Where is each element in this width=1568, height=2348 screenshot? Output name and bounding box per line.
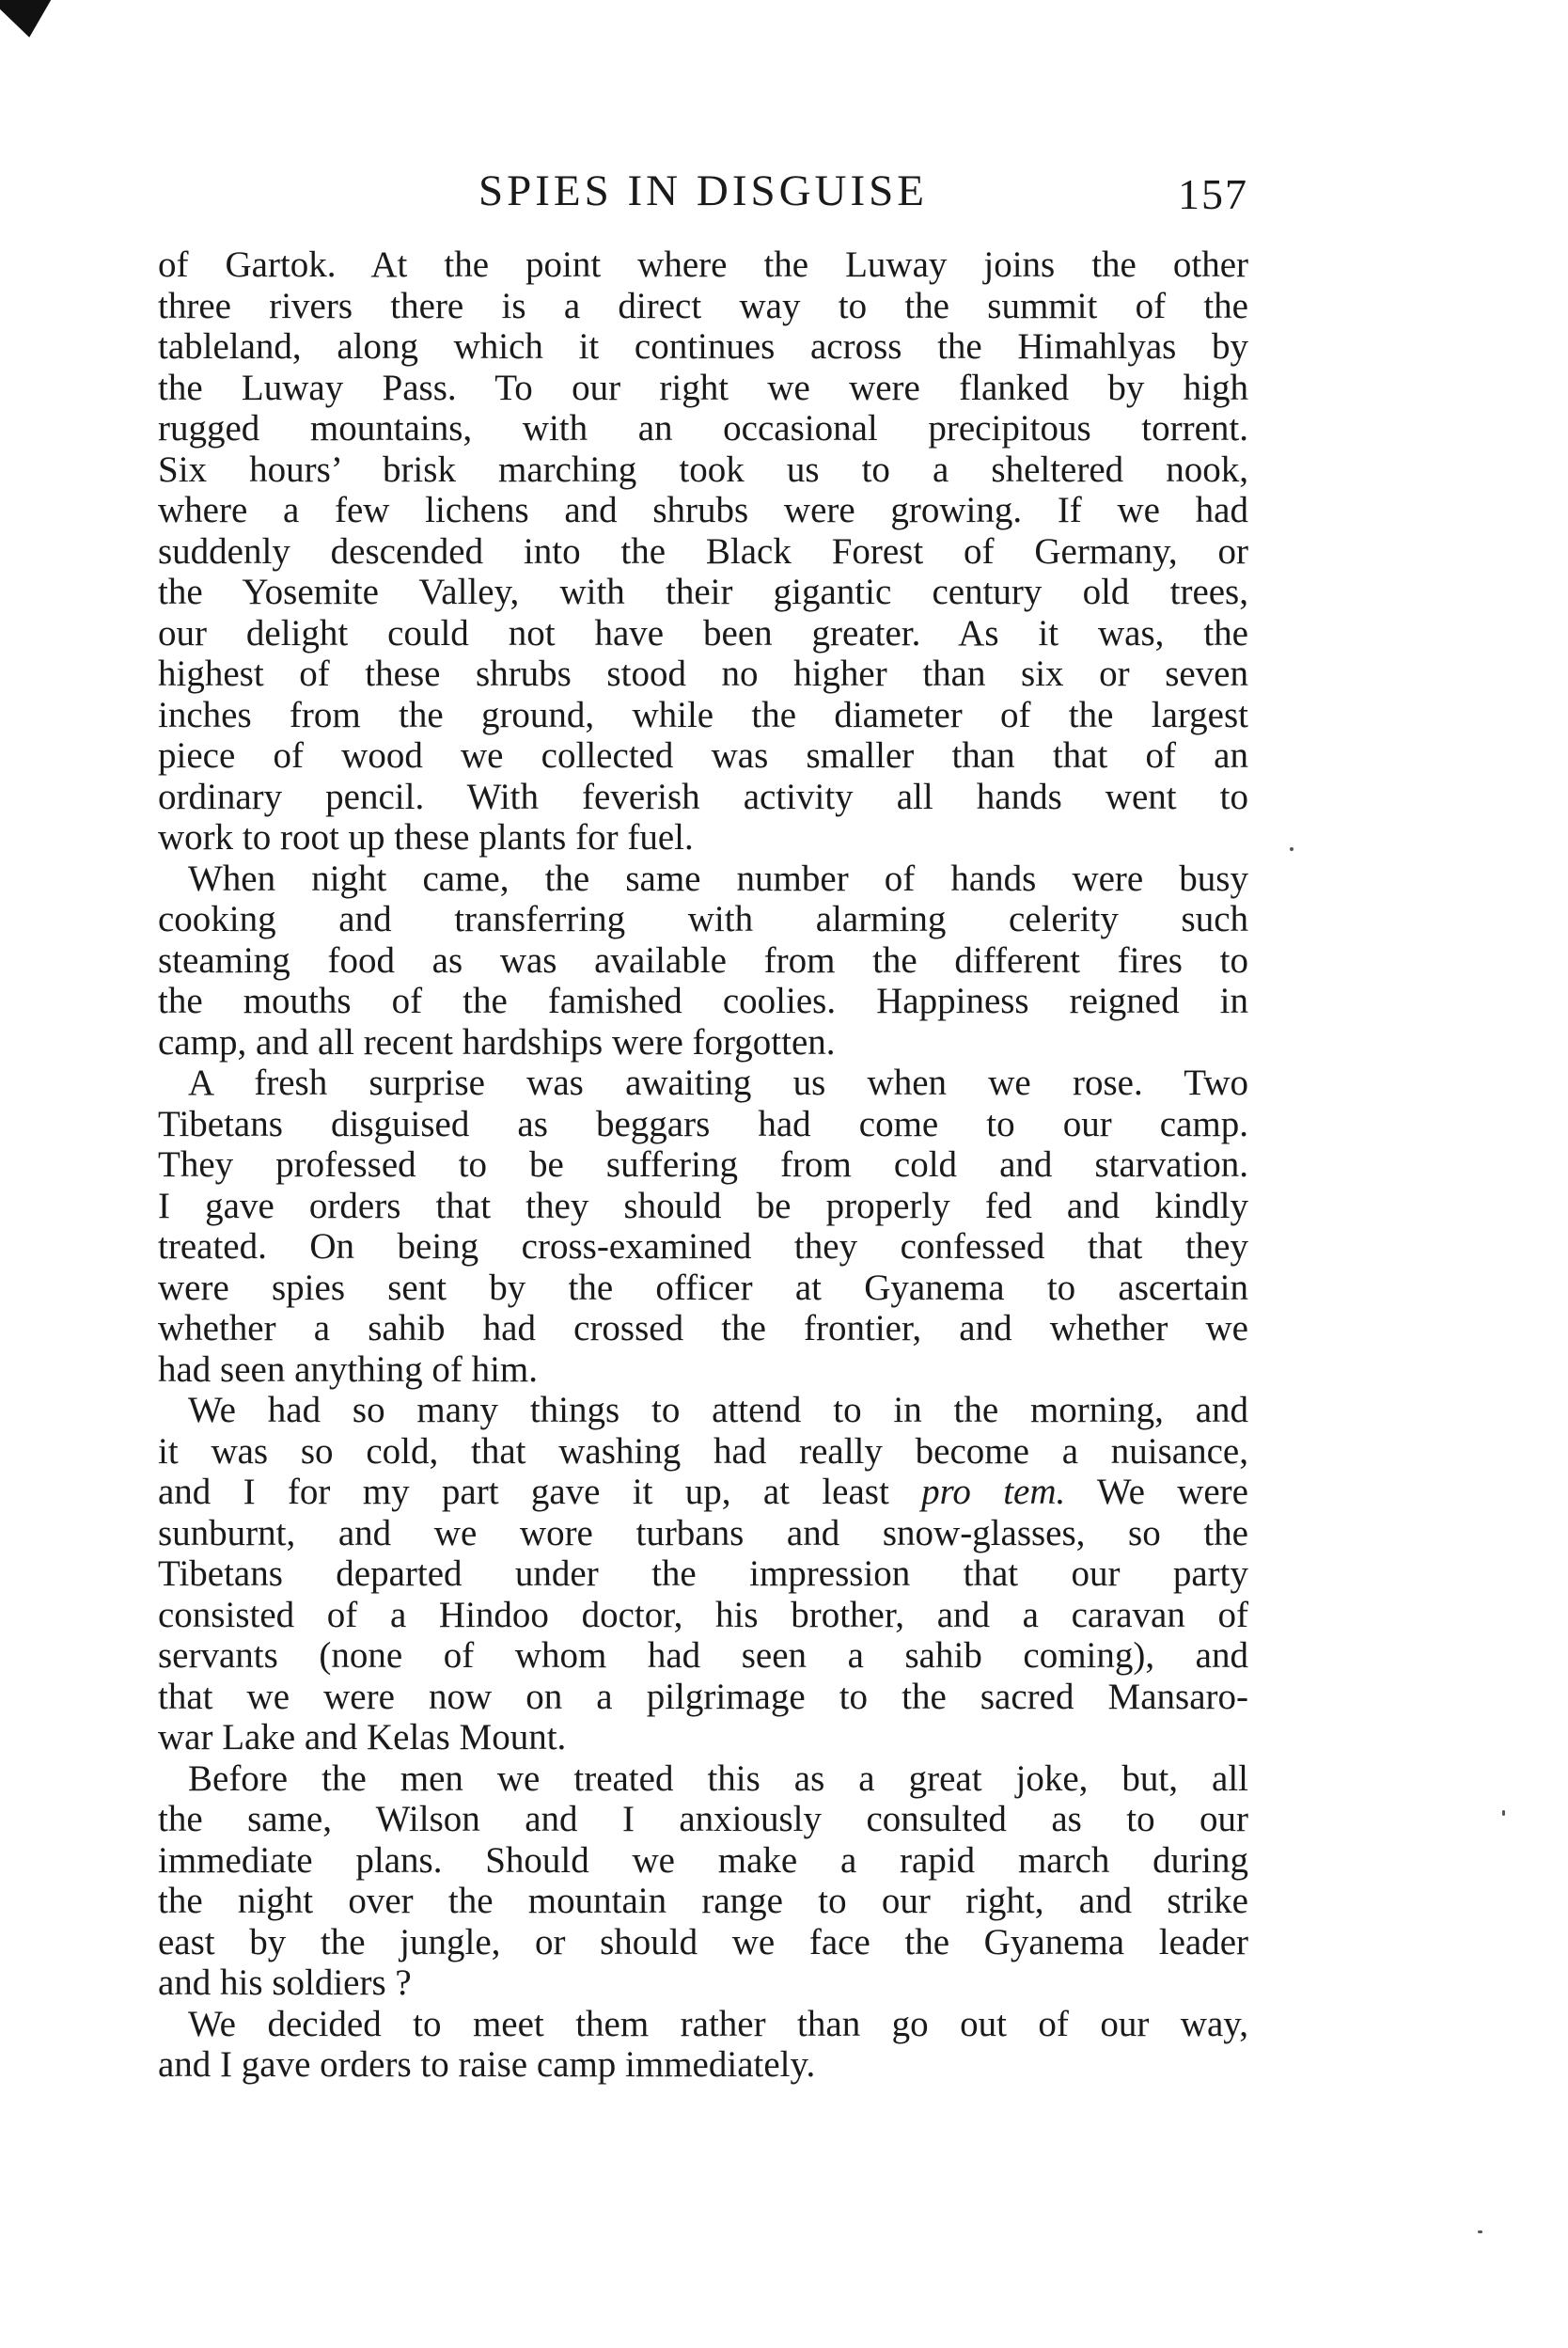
text-line: whether a sahib had crossed the frontier, and whether we (158, 1308, 1248, 1348)
text-line: When night came, the same number of hands were busy (188, 858, 1248, 899)
running-title: SPIES IN DISGUISE (478, 166, 928, 215)
text-line: immediate plans. Should we make a rapid march during (158, 1839, 1248, 1881)
print-speck (1502, 1810, 1505, 1816)
text-line: We decided to meet them rather than go out of our way, (188, 2003, 1248, 2044)
text-line: servants (none of whom had seen a sahib coming), and (158, 1635, 1248, 1676)
text-line: Six hours’ brisk marching took us to a sheltered nook, (158, 449, 1248, 490)
corner-fold-mark (0, 0, 63, 42)
text-line: We had so many things to attend to in the morning, and (188, 1390, 1248, 1430)
text-line: the Luway Pass. To our right we were flanked by high (158, 367, 1248, 408)
text-line: that we were now on a pilgrimage to the sacred Mansaro- (158, 1676, 1248, 1717)
text-line: piece of wood we collected was smaller than that of an (158, 735, 1248, 776)
text-line: steaming food as was available from the different fires to (158, 939, 1248, 981)
paragraph (158, 2004, 1248, 2086)
text-line: ordinary pencil. With feverish activity all hands went to (158, 776, 1248, 817)
paragraph (158, 1758, 1248, 2004)
text-line: and I gave orders to raise camp immediately. (158, 2044, 816, 2085)
text-line: Before the men we treated this as a great joke, but, all (188, 1757, 1248, 1799)
text-line: were spies sent by the officer at Gyanema to ascertain (158, 1267, 1248, 1308)
text-line: Tibetans departed under the impression that our party (158, 1553, 1248, 1594)
text-line: Tibetans disguised as beggars had come to our camp. (158, 1103, 1248, 1144)
text-line: rugged mountains, with an occasional precipitous torrent. (158, 408, 1248, 449)
italic-phrase: pro tem. (921, 1472, 1066, 1512)
page-header (158, 165, 1248, 231)
text-line: the mouths of the famished coolies. Happiness reigned in (158, 981, 1248, 1021)
page-number: 157 (1178, 170, 1248, 218)
text-line: highest of these shrubs stood no higher than six or seven (158, 654, 1248, 694)
text-line: They professed to be suffering from cold and starvation. (158, 1144, 1248, 1185)
text-line: the night over the mountain range to our right, and strike (158, 1881, 1248, 1921)
text-line: the Yosemite Valley, with their gigantic century old trees, (158, 572, 1248, 612)
text-line: three rivers there is a direct way to the summit of the (158, 285, 1248, 326)
paragraph (158, 1063, 1248, 1390)
text-line: sunburnt, and we wore turbans and snow-glasses, so the (158, 1512, 1248, 1553)
text-line: the same, Wilson and I anxiously consulted as to our (158, 1799, 1248, 1839)
print-speck (1478, 2230, 1482, 2233)
text-line: work to root up these plants for fuel. (158, 817, 694, 858)
text-line: of Gartok. At the point where the Luway joins the other (158, 244, 1248, 285)
text-line: where a few lichens and shrubs were growing. If we had (158, 490, 1248, 530)
paragraph (158, 244, 1248, 859)
text-line: and his soldiers ? (158, 1962, 412, 2003)
text-line: I gave orders that they should be properly fed and kindly (158, 1185, 1248, 1226)
text-line: inches from the ground, while the diameter of the largest (158, 694, 1248, 735)
text-line: east by the jungle, or should we face the Gyanema leader (158, 1921, 1248, 1962)
text-line: cooking and transferring with alarming celerity such (158, 899, 1248, 939)
text-line: had seen anything of him. (158, 1348, 538, 1390)
paragraph (158, 859, 1248, 1064)
paragraph (158, 1390, 1248, 1758)
text-line: war Lake and Kelas Mount. (158, 1717, 567, 1757)
text-line: treated. On being cross-examined they confessed that they (158, 1226, 1248, 1267)
text-line: suddenly descended into the Black Forest of Germany, or (158, 530, 1248, 572)
text-line: A fresh surprise was awaiting us when we rose. Two (188, 1063, 1248, 1103)
text-line: and I for my part gave it up, at least pro tem. We were (158, 1472, 1248, 1512)
text-line: it was so cold, that washing had really become a nuisance, (158, 1430, 1248, 1472)
text-line: camp, and all recent hardships were forgotten. (158, 1021, 836, 1063)
text-line: our delight could not have been greater. As it was, the (158, 612, 1248, 654)
text-line: consisted of a Hindoo doctor, his brother, and a caravan of (158, 1594, 1248, 1635)
body-text (158, 244, 1248, 2086)
print-speck (1290, 847, 1294, 851)
text-line: tableland, along which it continues across the Himahlyas by (158, 326, 1248, 367)
